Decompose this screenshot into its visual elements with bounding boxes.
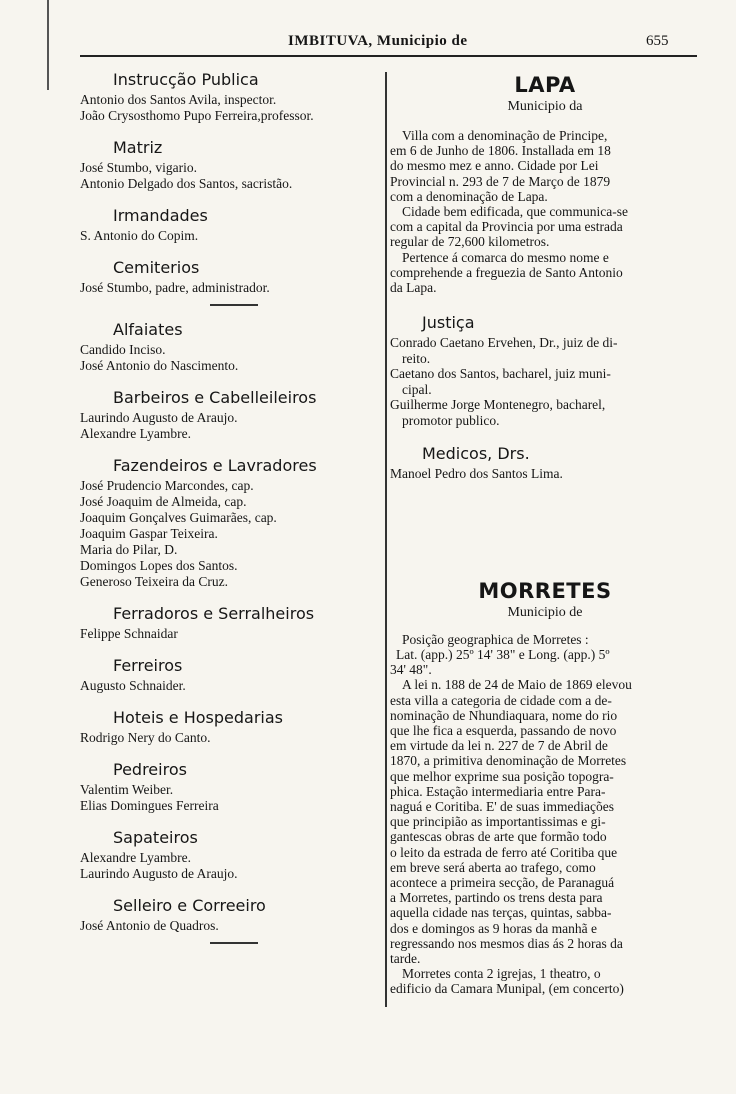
- text-line: Morretes conta 2 igrejas, 1 theatro, o: [402, 966, 601, 982]
- section-heading-alfaiates: Alfaiates: [113, 320, 183, 339]
- text-line: acontece a primeira secção, de Paranaguá: [390, 874, 615, 890]
- entry-line: José Prudencio Marcondes, cap.: [80, 478, 254, 493]
- text-line: em 6 de Junho de 1806. Installada em 18: [390, 143, 611, 159]
- entry-line: Valentim Weiber.: [80, 782, 174, 797]
- running-head: [80, 33, 710, 55]
- text-line: que principião as importantissimas e gi-: [390, 814, 606, 830]
- text-line: naguá e Coritiba. E' de suas immediações: [390, 798, 614, 814]
- justica-entry: [390, 335, 700, 366]
- text-line: promotor publico.: [402, 412, 500, 428]
- text-line: gantescas obras de arte que formão todo: [390, 829, 607, 845]
- text-line: reito.: [402, 350, 431, 366]
- entry-line: Candido Inciso.: [80, 342, 166, 357]
- text-line: que melhor exprime sua posição topogra-: [390, 768, 614, 784]
- text-line: a Morretes, partindo os trens desta para: [390, 890, 603, 906]
- section-heading-pedreiros: Pedreiros: [113, 760, 187, 779]
- right-column: [390, 72, 700, 997]
- left-column: [80, 70, 380, 944]
- text-line: Guilherme Jorge Montenegro, bacharel,: [390, 397, 606, 413]
- section-heading-ferradores: Ferradoros e Serralheiros: [113, 604, 315, 623]
- section-heading-justica: Justiça: [422, 313, 475, 333]
- text-line: tarde.: [390, 951, 421, 966]
- column-divider: [385, 72, 387, 1007]
- text-line: Provincial n. 293 de 7 de Março de 1879: [390, 173, 611, 189]
- text-line: esta villa a categoria de cidade com a de-: [390, 692, 612, 708]
- text-line: o leito da estrada de ferro até Coritiba que: [390, 844, 618, 860]
- entry-line: Augusto Schnaider.: [80, 678, 186, 693]
- entry-line: Laurindo Augusto de Araujo.: [80, 410, 238, 425]
- morretes-title: MORRETES: [478, 578, 612, 603]
- entry-line: Generoso Teixeira da Cruz.: [80, 574, 228, 589]
- section-heading-matriz: Matriz: [113, 138, 163, 157]
- section-separator: [210, 942, 258, 944]
- entry-line: Maria do Pilar, D.: [80, 542, 178, 557]
- lapa-paragraph: [390, 128, 700, 295]
- running-head-title: IMBITUVA, Municipio de: [288, 33, 468, 49]
- text-line: cipal.: [402, 381, 432, 397]
- entry-line: Alexandre Lyambre.: [80, 850, 191, 865]
- text-line: que lhe fica a esquerda, passando de novo: [390, 722, 617, 738]
- entry-line: Felippe Schnaidar: [80, 626, 178, 641]
- morretes-paragraph: [390, 632, 700, 997]
- text-line: Villa com a denominação de Principe,: [402, 128, 608, 143]
- text-line: Pertence á comarca do mesmo nome e: [402, 249, 609, 265]
- text-line: com a denominação de Lapa.: [390, 188, 548, 204]
- lapa-title: LAPA: [514, 73, 576, 97]
- entry-line: José Stumbo, padre, administrador.: [80, 280, 270, 295]
- entry-line: Elias Domingues Ferreira: [80, 798, 219, 813]
- text-line: regular de 72,600 kilometros.: [390, 234, 550, 250]
- section-heading-sapateiros: Sapateiros: [113, 828, 198, 847]
- section-heading-instrucao: Instrucção Publica: [113, 70, 259, 89]
- entry-line: Joaquim Gonçalves Guimarães, cap.: [80, 510, 277, 525]
- text-line: em breve será aberta ao trafego, como: [390, 859, 596, 875]
- section-heading-barbeiros: Barbeiros e Cabelleileiros: [113, 388, 317, 407]
- margin-line: [47, 0, 49, 90]
- text-line: 1870, a primitiva denominação de Morretes: [390, 753, 627, 769]
- entry-line: José Joaquim de Almeida, cap.: [80, 494, 247, 509]
- section-heading-irmandades: Irmandades: [113, 206, 208, 225]
- entry-line: Joaquim Gaspar Teixeira.: [80, 526, 218, 541]
- section-heading-cemiterios: Cemiterios: [113, 258, 200, 277]
- entry-line: Alexandre Lyambre.: [80, 426, 191, 441]
- entry-line: Domingos Lopes dos Santos.: [80, 558, 238, 573]
- text-line: aquella cidade nas terças, quintas, sabba-: [390, 905, 612, 921]
- text-line: dos e domingos as 9 horas da manhã e: [390, 920, 597, 936]
- entry-line: José Stumbo, vigario.: [80, 160, 197, 175]
- text-line: edificio da Camara Munipal, (em concerto): [390, 981, 624, 997]
- entry-line: Laurindo Augusto de Araujo.: [80, 866, 238, 881]
- morretes-subtitle: Municipio de: [507, 604, 583, 620]
- justica-entry: [390, 366, 700, 397]
- section-heading-ferreiros: Ferreiros: [113, 656, 183, 675]
- text-line: 34' 48".: [390, 662, 432, 678]
- entry-line: Manoel Pedro dos Santos Lima.: [390, 466, 563, 482]
- text-line: phica. Estação intermediaria entre Para-: [390, 783, 606, 799]
- text-line: Caetano dos Santos, bacharel, juiz muni-: [390, 366, 611, 382]
- text-line: da Lapa.: [390, 280, 437, 296]
- entry-line: Rodrigo Nery do Canto.: [80, 730, 211, 745]
- entry-line: Antonio dos Santos Avila, inspector.: [80, 92, 277, 107]
- entry-line: José Antonio de Quadros.: [80, 918, 219, 933]
- section-heading-hoteis: Hoteis e Hospedarias: [113, 708, 284, 727]
- text-line: regressando nos mesmos dias ás 2 horas da: [390, 935, 623, 951]
- entry-line: S. Antonio do Copim.: [80, 228, 199, 243]
- text-line: Lat. (app.) 25º 14' 38" e Long. (app.) 5º: [396, 646, 610, 662]
- entry-line: José Antonio do Nascimento.: [80, 358, 239, 373]
- justica-entry: [390, 397, 700, 428]
- text-line: A lei n. 188 de 24 de Maio de 1869 elevou: [402, 677, 632, 693]
- lapa-subtitle: Municipio da: [507, 99, 583, 114]
- section-heading-selleiro: Selleiro e Correeiro: [113, 896, 266, 915]
- text-line: comprehende a freguezia de Santo Antonio: [390, 264, 623, 280]
- text-line: Cidade bem edificada, que communica-se: [402, 204, 629, 220]
- text-line: do mesmo mez e anno. Cidade por Lei: [390, 158, 599, 174]
- text-line: nominação de Nhundiaquara, nome do rio: [390, 707, 618, 723]
- text-line: Posição geographica de Morretes :: [402, 631, 589, 647]
- page-number: 655: [646, 33, 669, 49]
- header-rule: [80, 55, 697, 57]
- entry-line: João Crysosthomo Pupo Ferreira,professor.: [80, 108, 314, 123]
- entry-line: Antonio Delgado dos Santos, sacristão.: [80, 176, 293, 191]
- text-line: Conrado Caetano Ervehen, Dr., juiz de di-: [390, 335, 618, 351]
- text-line: em virtude da lei n. 227 de 7 de Abril de: [390, 738, 608, 754]
- section-heading-medicos: Medicos, Drs.: [422, 444, 530, 464]
- section-heading-fazendeiros: Fazendeiros e Lavradores: [113, 456, 317, 475]
- text-line: com a capital da Provincia por uma estrada: [390, 219, 623, 235]
